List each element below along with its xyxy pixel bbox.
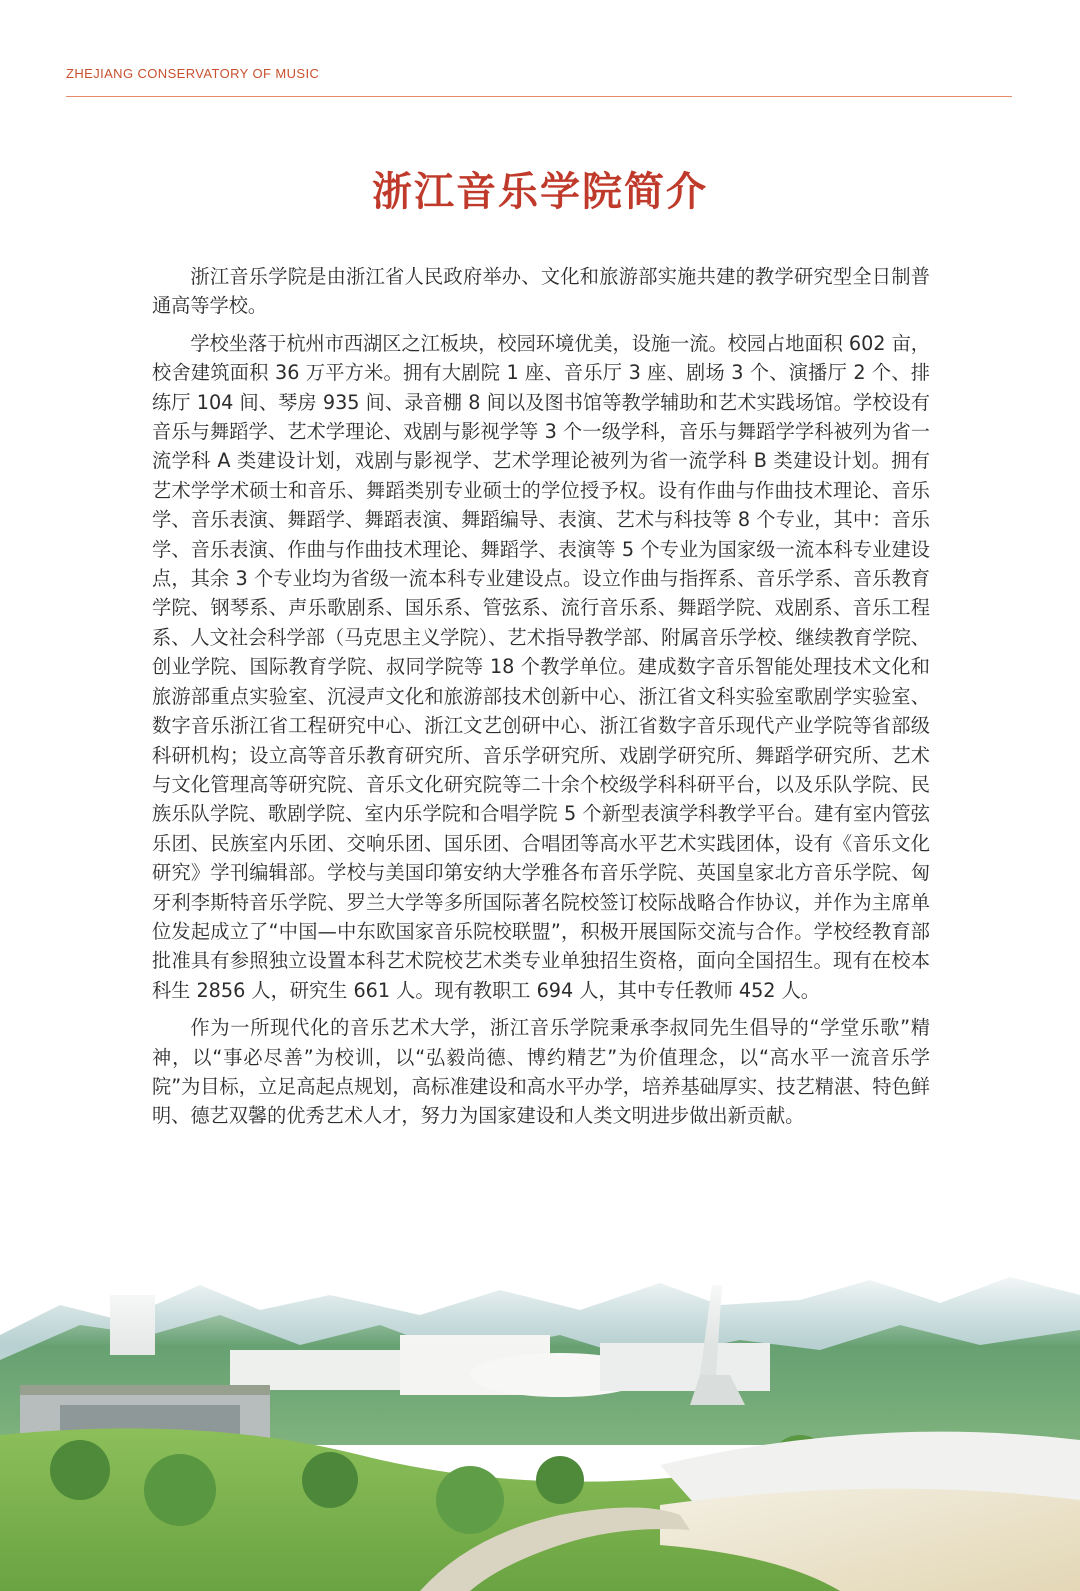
header-label: ZHEJIANG CONSERVATORY OF MUSIC: [66, 66, 320, 81]
mission-paragraph: 作为一所现代化的音乐艺术大学，浙江音乐学院秉承李叔同先生倡导的“学堂乐歌”精神，以“事必尽善”为校训，以“弘毅尚德、博约精艺”为价值理念，以“高水平一流音乐学院”为目标，立足高起点规划，高标准建设和高水平办学，培养基础厚实、技艺精湛、特色鲜明、德艺双馨的优秀艺术人才，努力为国家建设和人类文明进步做出新贡献。: [152, 1016, 930, 1128]
facilities-paragraph: 学校坐落于杭州市西湖区之江板块，校园环境优美，设施一流。校园占地面积 602 亩，校舍建筑面积 36 万平方米。拥有大剧院 1 座、音乐厅 3 座、剧场 3 个、演播厅 2 个、排练厅 104 间、琴房 935 间、录音棚 8 间以及图书馆等教学辅助和艺术实践场馆。学校设有音乐与舞蹈学、艺术学理论、戏剧与影视学等 3 个一级学科，音乐与舞蹈学学科被列为省一流学科 A 类建设计划，戏剧与影视学、艺术学理论被列为省一流学科 B 类建设计划。拥有艺术学学术硕士和音乐、舞蹈类别专业硕士的学位授予权。设有作曲与作曲技术理论、音乐学、音乐表演、舞蹈学、舞蹈表演、舞蹈编导、表演、艺术与科技等 8 个专业，其中：音乐学、音乐表演、作曲与作曲技术理论、舞蹈学、表演等 5 个专业为国家级一流本科专业建设点，其余 3 个专业均为省级一流本科专业建设点。设立作曲与指挥系、音乐学系、音乐教育学院、钢琴系、声乐歌剧系、国乐系、管弦系、流行音乐系、舞蹈学院、戏剧系、音乐工程系、人文社会科学部（马克思主义学院）、艺术指导教学部、附属音乐学校、继续教育学院、创业学院、国际教育学院、叔同学院等 18 个教学单位。建成数字音乐智能处理技术文化和旅游部重点实验室、沉浸声文化和旅游部技术创新中心、浙江省文科实验室歌剧学实验室、数字音乐浙江省工程研究中心、浙江文艺创研中心、浙江省数字音乐现代产业学院等省部级科研机构；设立高等音乐教育研究所、音乐学研究所、戏剧学研究所、舞蹈学研究所、艺术与文化管理高等研究院、音乐文化研究院等二十余个校级学科科研平台，以及乐队学院、民族乐队学院、歌剧学院、室内乐学院和合唱学院 5 个新型表演学科教学平台。建有室内管弦乐团、民族室内乐团、交响乐团、国乐团、合唱团等高水平艺术实践团体，设有《音乐文化研究》学刊编辑部。学校与美国印第安纳大学雅各布音乐学院、英国皇家北方音乐学院、匈牙利李斯特音乐学院、罗兰大学等多所国际著名院校签订校际战略合作协议，并作为主席单位发起成立了“中国—中东欧国家音乐院校联盟”，积极开展国际交流与合作。学校经教育部批准具有参照独立设置本科艺术院校艺术类专业单独招生资格，面向全国招生。现有在校本科生 2856 人，研究生 661 人。现有教职工 694 人，其中专任教师 452 人。: [152, 331, 930, 1002]
intro-paragraph: 浙江音乐学院是由浙江省人民政府举办、文化和旅游部实施共建的教学研究型全日制普通高等学校。: [152, 265, 930, 318]
campus-photo: [0, 1265, 1080, 1591]
body-text: [152, 262, 930, 1139]
page-title: 浙江音乐学院简介: [372, 168, 708, 215]
header-divider: [66, 96, 1012, 97]
